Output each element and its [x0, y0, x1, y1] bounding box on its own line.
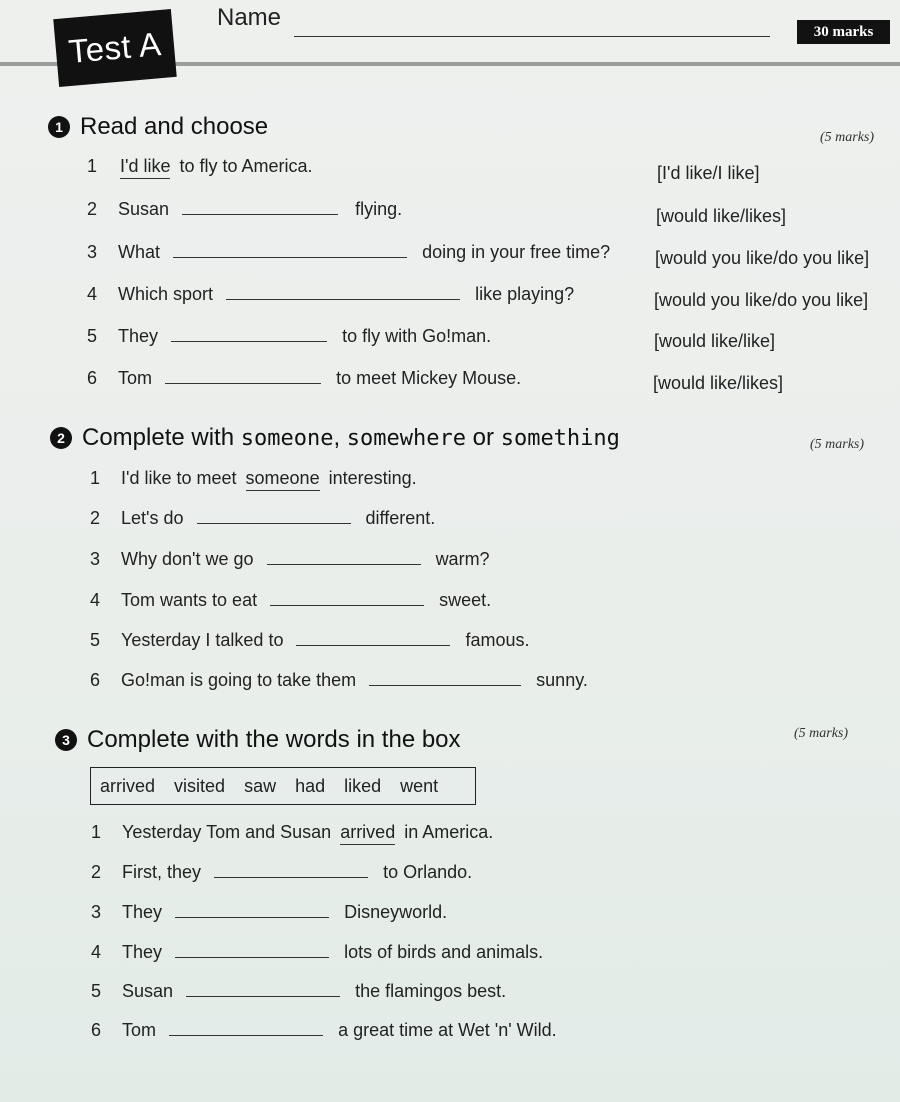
s1-item-6 [87, 368, 521, 389]
s3-item-1 [91, 822, 493, 843]
answer-filled: someone [246, 468, 320, 491]
answer-filled: I'd like [120, 156, 170, 179]
item-text: Susan [122, 981, 174, 1001]
s3-item-4 [91, 942, 543, 963]
item-text: They [118, 326, 159, 346]
answer-blank[interactable] [171, 327, 327, 342]
section-3-number: 3 [55, 729, 77, 751]
item-text: to fly to America. [179, 156, 313, 176]
item-number: 1 [90, 468, 101, 488]
section-3-marks: (5 marks) [794, 726, 849, 741]
s1-options-3: [would you like/do you like] [655, 248, 870, 268]
s1-item-1 [87, 156, 313, 177]
item-number: 3 [91, 902, 102, 922]
answer-filled: arrived [340, 822, 395, 845]
section-2-number: 2 [50, 427, 72, 449]
item-text: lots of birds and animals. [344, 942, 544, 962]
s2-item-4 [90, 590, 491, 611]
item-number: 5 [90, 630, 101, 650]
item-text: Tom [122, 1020, 157, 1040]
item-text: sunny. [536, 670, 588, 690]
item-text: Go!man is going to take them [121, 670, 357, 690]
item-text: Tom wants to eat [121, 590, 258, 610]
s1-item-3 [87, 242, 610, 263]
s2-item-5 [90, 630, 530, 651]
item-text: I'd like to meet [121, 468, 237, 488]
s1-item-2 [87, 199, 402, 220]
s1-options-4: [would you like/do you like] [654, 290, 869, 310]
name-field[interactable] [294, 36, 770, 37]
answer-blank[interactable] [226, 285, 460, 300]
total-marks-badge: 30 marks [797, 20, 890, 44]
answer-blank[interactable] [197, 509, 351, 524]
item-number: 3 [90, 549, 101, 569]
section-1-marks: (5 marks) [820, 130, 875, 145]
item-number: 6 [87, 368, 98, 388]
item-text: the flamingos best. [355, 981, 507, 1001]
answer-blank[interactable] [173, 243, 407, 258]
item-text: sweet. [439, 590, 492, 610]
answer-blank[interactable] [296, 631, 450, 646]
item-number: 2 [91, 862, 102, 882]
s1-item-4 [87, 284, 574, 305]
answer-blank[interactable] [169, 1021, 323, 1036]
item-text: to fly with Go!man. [342, 326, 492, 346]
word-box-word: visited [174, 775, 226, 796]
item-text: warm? [435, 549, 490, 569]
item-number: 6 [90, 670, 101, 690]
item-text: famous. [465, 630, 530, 650]
test-badge: Test A [53, 9, 176, 87]
section-2-title: Complete with someone, somewhere or something [82, 424, 620, 451]
answer-blank[interactable] [267, 550, 421, 565]
s3-item-5 [91, 981, 506, 1002]
item-text: Yesterday I talked to [121, 630, 284, 650]
answer-blank[interactable] [369, 671, 521, 686]
answer-blank[interactable] [270, 591, 424, 606]
item-number: 3 [87, 242, 98, 262]
item-text: Yesterday Tom and Susan [122, 822, 332, 842]
answer-blank[interactable] [214, 863, 368, 878]
s3-item-2 [91, 862, 472, 883]
item-number: 5 [91, 981, 102, 1001]
item-text: What [118, 242, 161, 262]
s2-item-2 [90, 508, 435, 529]
word-box-word: liked [344, 775, 382, 796]
item-text: They [122, 902, 163, 922]
item-text: to Orlando. [383, 862, 473, 882]
item-number: 6 [91, 1020, 102, 1040]
name-label: Name [217, 4, 282, 31]
item-number: 2 [90, 508, 101, 528]
word-box-word: went [400, 775, 439, 796]
s2-item-6 [90, 670, 588, 691]
item-text: in America. [404, 822, 494, 842]
section-2-heading [50, 424, 620, 452]
item-text: Why don't we go [121, 549, 254, 569]
s3-item-6 [91, 1020, 557, 1041]
section-1-number: 1 [48, 116, 70, 138]
item-text: doing in your free time? [422, 242, 611, 262]
section-1-heading [48, 113, 268, 141]
answer-blank[interactable] [182, 200, 338, 215]
item-text: Let's do [121, 508, 184, 528]
item-text: a great time at Wet 'n' Wild. [338, 1020, 557, 1040]
item-number: 2 [87, 199, 98, 219]
section-3-heading [55, 726, 461, 754]
s1-options-6: [would like/likes] [653, 373, 784, 393]
answer-blank[interactable] [186, 982, 340, 997]
item-text: Susan [118, 199, 170, 219]
item-text: They [122, 942, 163, 962]
item-text: First, they [122, 862, 202, 882]
item-number: 4 [91, 942, 102, 962]
item-text: interesting. [328, 468, 417, 488]
word-box-word: had [295, 775, 326, 796]
section-2-marks: (5 marks) [810, 437, 865, 452]
item-number: 4 [90, 590, 101, 610]
item-text: different. [365, 508, 436, 528]
item-text: like playing? [475, 284, 575, 304]
item-number: 5 [87, 326, 98, 346]
item-number: 4 [87, 284, 98, 304]
section-3-title: Complete with the words in the box [87, 726, 461, 753]
word-box-word: arrived [100, 775, 156, 796]
s1-options-5: [would like/like] [654, 331, 776, 351]
section-1-title: Read and choose [80, 113, 269, 140]
item-number: 1 [87, 156, 98, 176]
s1-options-2: [would like/likes] [656, 206, 787, 226]
item-text: Disneyworld. [344, 902, 448, 922]
word-box [90, 767, 476, 805]
s2-item-3 [90, 549, 490, 570]
answer-blank[interactable] [165, 369, 321, 384]
item-text: to meet Mickey Mouse. [336, 368, 522, 388]
word-box-word: saw [244, 775, 277, 796]
item-text: Which sport [118, 284, 214, 304]
s1-options-1: [I'd like/I like] [657, 163, 760, 183]
s1-item-5 [87, 326, 491, 347]
answer-blank[interactable] [175, 903, 329, 918]
item-text: Tom [118, 368, 153, 388]
item-text: flying. [355, 199, 403, 219]
item-number: 1 [91, 822, 102, 842]
s2-item-1 [90, 468, 417, 489]
answer-blank[interactable] [175, 943, 329, 958]
s3-item-3 [91, 902, 447, 923]
